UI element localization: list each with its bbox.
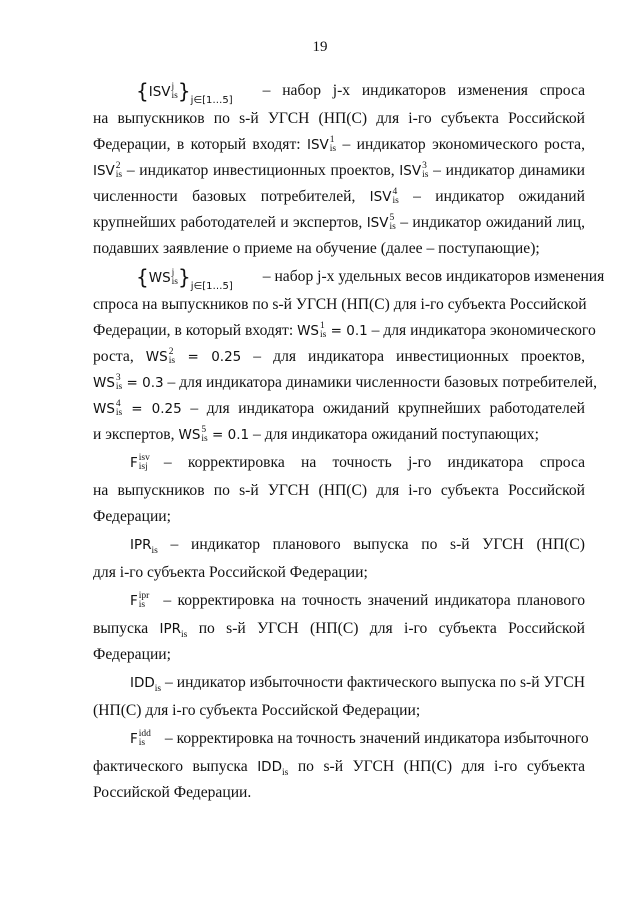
ws-set-description: – набор j-х удельных весов индикаторов изменения bbox=[262, 268, 605, 285]
ws-definition-line bbox=[93, 262, 605, 292]
text-line: роста, WS 2 is = 0.25 – для индикатора инвестиционных проектов, bbox=[93, 347, 585, 366]
text-line: Федерации; bbox=[93, 508, 171, 525]
text-line: – корректировка на точность значений индикатора избыточного bbox=[164, 730, 589, 747]
text-line: для i-го субъекта Российской Федерации; bbox=[93, 564, 368, 581]
text-line: Российской Федерации. bbox=[93, 784, 252, 801]
text-line: – корректировка на точность значений индикатора планового bbox=[163, 592, 585, 609]
text-line: и экспертов, WS 5 is = 0.1 – для индикатора ожиданий поступающих; bbox=[93, 425, 539, 444]
text-line: крупнейших работодателей и экспертов, ISV 5 is – индикатор ожиданий лиц, bbox=[93, 213, 585, 232]
isv-set-description: – набор j-х индикаторов изменения спроса bbox=[262, 82, 585, 99]
text-line: – корректировка на точность j-го индикатора спроса bbox=[163, 454, 585, 471]
f-idd-definition-line bbox=[93, 724, 589, 754]
f-isv-symbol: F isv isj bbox=[130, 453, 150, 472]
text-line: фактического выпуска $IDD_{is}$ по s-й УГСН (НП(С) для i-го субъекта bbox=[93, 758, 585, 779]
f-isv-definition-line bbox=[93, 448, 585, 478]
text-line: WS 4 is = 0.25 – для индикатора ожиданий крупнейших работодателей bbox=[93, 399, 586, 418]
text-line: Федерации, в который входят: WS 1 is = 0.1 – для индикатора экономического bbox=[93, 321, 596, 340]
text-line: на выпускников по s-й УГСН (НП(С) для i-го субъекта Российской bbox=[93, 110, 585, 127]
text-line: ISV 2 is – индикатор инвестиционных проектов, ISV 3 is – индикатор динамики bbox=[93, 161, 585, 180]
idd-definition-line: $IDD_{is}$ – индикатор избыточности фактического выпуска по s-й УГСН bbox=[130, 674, 585, 695]
text-line: численности базовых потребителей, ISV 4 is – индикатор ожиданий bbox=[93, 187, 585, 206]
f-idd-symbol: F idd is bbox=[130, 729, 151, 748]
text-line: выпуска $IPR_{is}$ по s-й УГСН (НП(С) для i-го субъекта Российской bbox=[93, 620, 585, 641]
ipr-definition-line: $IPR_{is}$ – индикатор планового выпуска по s-й УГСН (НП(С) bbox=[130, 536, 585, 557]
text-line: спроса на выпускников по s-й УГСН (НП(С) для i-го субъекта Российской bbox=[93, 296, 587, 313]
f-ipr-symbol: F ipr is bbox=[130, 591, 150, 610]
text-line: WS 3 is = 0.3 – для индикатора динамики численности базовых потребителей, bbox=[93, 373, 597, 392]
f-ipr-definition-line bbox=[93, 586, 585, 616]
isv-set-symbol: {ISV j is }$_{j\in[1\dots 5]}$ bbox=[136, 79, 233, 106]
text-line: Федерации, в который входят: ISV 1 is – индикатор экономического роста, bbox=[93, 135, 585, 154]
text-line: подавших заявление о приеме на обучение (далее – поступающие); bbox=[93, 240, 540, 257]
document-body bbox=[93, 76, 605, 806]
text-line: на выпускников по s-й УГСН (НП(С) для i-го субъекта Российской bbox=[93, 482, 585, 499]
text-line: (НП(С) для i-го субъекта Российской Федерации; bbox=[93, 702, 421, 719]
page-number: 19 bbox=[312, 39, 328, 55]
ws-set-symbol: {WS j is }$_{j\in[1\dots 5]}$ bbox=[136, 265, 233, 292]
isv-definition-line bbox=[93, 76, 585, 106]
text-line: Федерации; bbox=[93, 646, 171, 663]
